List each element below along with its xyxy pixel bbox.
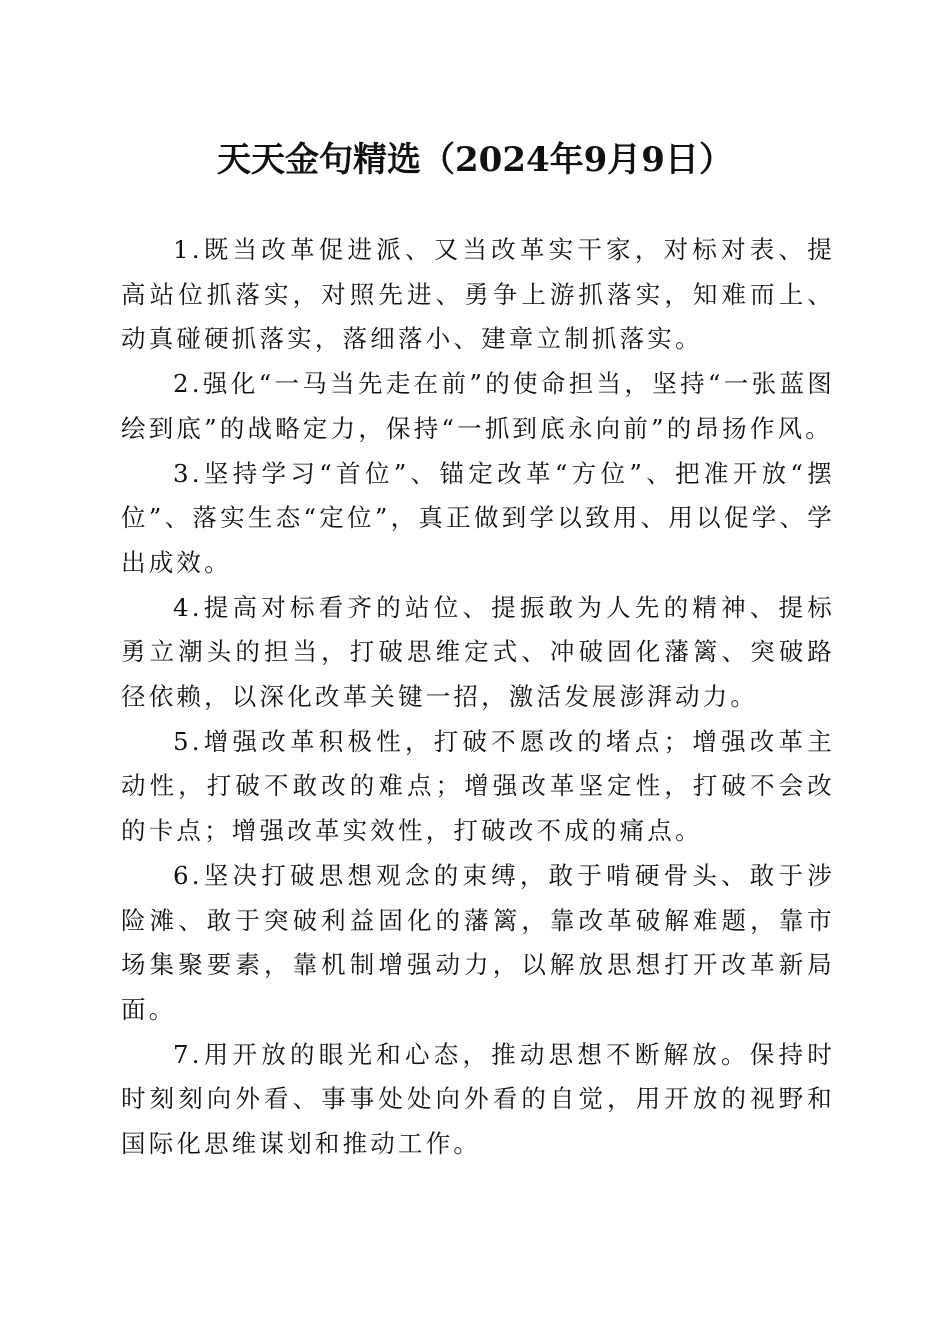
paragraph-3: 3.坚持学习“首位”、锚定改革“方位”、把准开放“摆位”、落实生态“定位”，真正做到学以致用、用以促学、学出成效。 <box>121 458 835 577</box>
paragraph-7: 7.用开放的眼光和心态，推动思想不断解放。保持时时刻刻向外看、事事处处向外看的自觉，用开放的视野和国际化思维谋划和推动工作。 <box>121 1039 835 1159</box>
paragraph-1: 1.既当改革促进派、又当改革实干家，对标对表、提高站位抓落实，对照先进、勇争上游抓落实，知难而上、动真碰硬抓落实，落细落小、建章立制抓落实。 <box>121 235 835 354</box>
paragraph-2: 2.强化“一马当先走在前”的使命担当，坚持“一张蓝图绘到底”的战略定力，保持“一抓到底永向前”的昂扬作风。 <box>121 369 835 443</box>
document-title: 天天金句精选（2024年9月9日） <box>217 140 733 180</box>
paragraph-6: 6.坚决打破思想观念的束缚，敢于啃硬骨头、敢于涉险滩、敢于突破利益固化的藩篱，靠改革破解难题，靠市场集聚要素，靠机制增强动力，以解放思想打开改革新局面。 <box>121 860 835 1024</box>
paragraph-5: 5.增强改革积极性，打破不愿改的堵点；增强改革主动性，打破不敢改的难点；增强改革坚定性，打破不会改的卡点；增强改革实效性，打破改不成的痛点。 <box>121 726 835 846</box>
document-body <box>121 228 835 1167</box>
paragraph-4: 4.提高对标看齐的站位、提振敢为人先的精神、提标勇立潮头的担当，打破思维定式、冲破固化藩篱、突破路径依赖，以深化改革关键一招，激活发展澎湃动力。 <box>121 592 835 712</box>
